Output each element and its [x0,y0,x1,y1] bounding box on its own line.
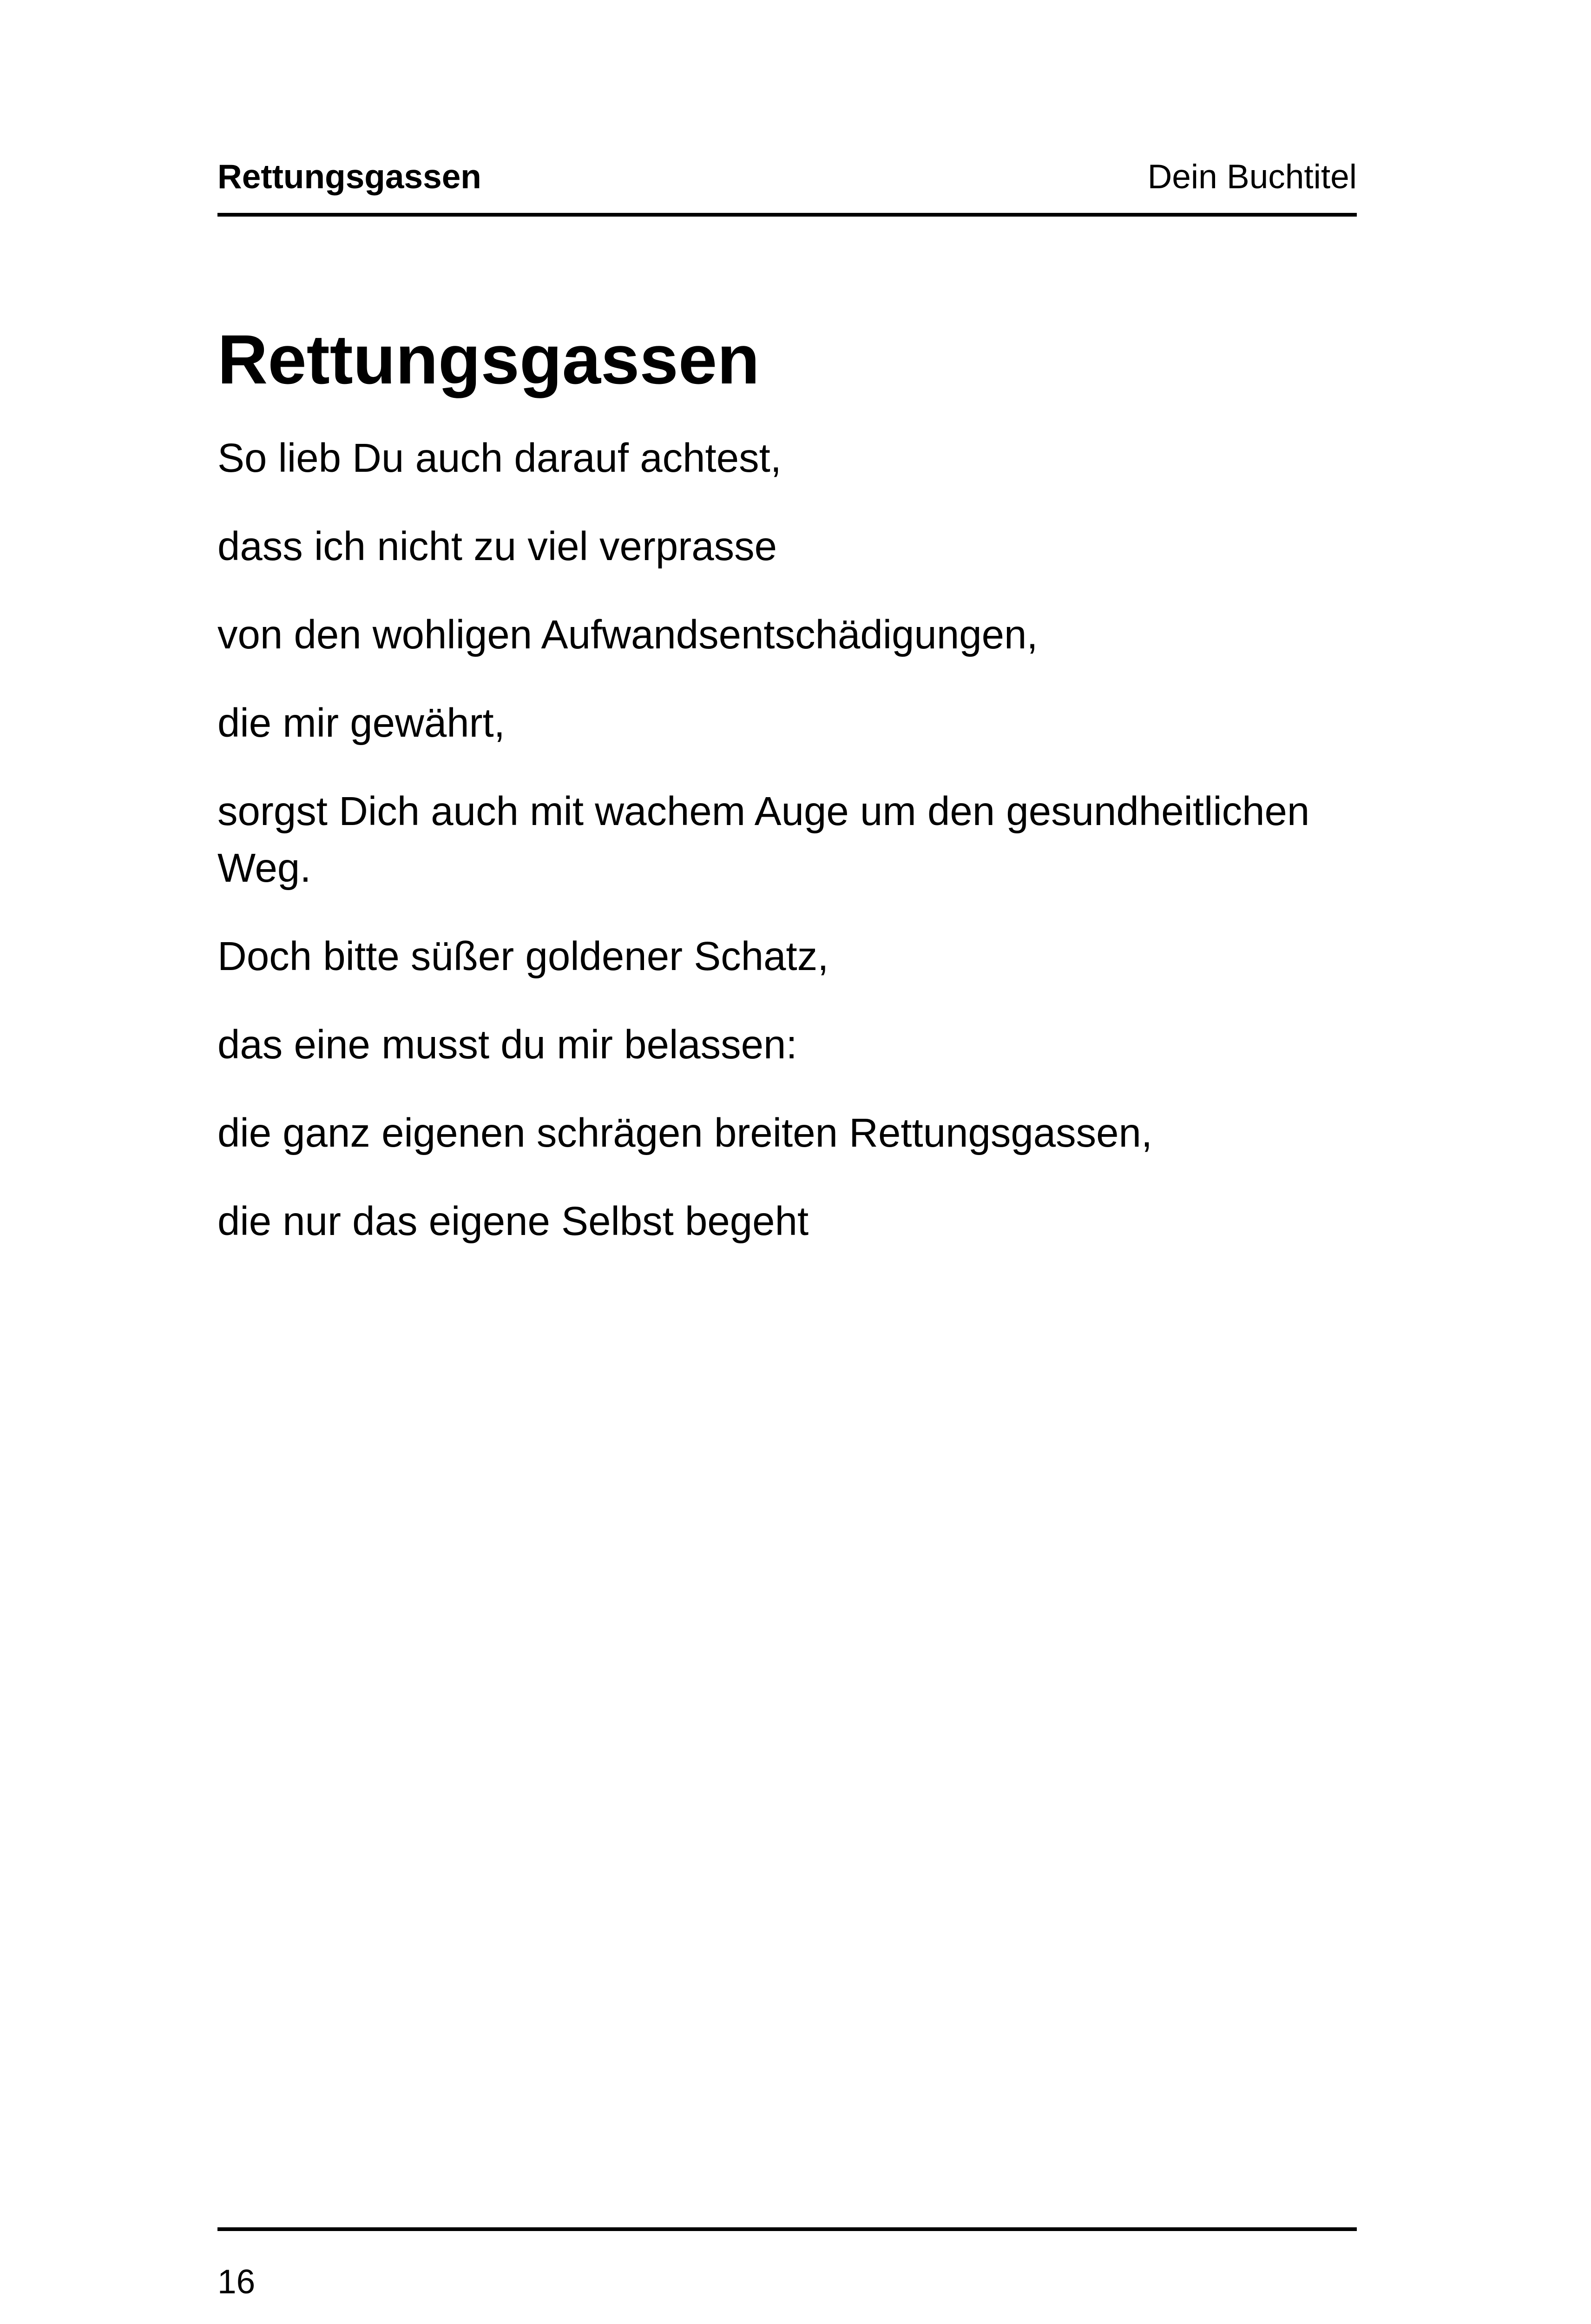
running-header-book-title: Dein Buchtitel [1147,158,1357,196]
poem-line: die mir gewährt, [217,700,505,746]
poem-line: von den wohligen Aufwandsentschädigungen, [217,612,1038,657]
poem-line: sorgst Dich auch mit wachem Auge um den gesundheitlichen Weg. [217,789,1310,891]
poem-line: die nur das eigene Selbst begeht [217,1199,809,1244]
header-divider [217,213,1357,217]
poem-line: Doch bitte süßer goldener Schatz, [217,934,829,979]
poem-line: die ganz eigenen schrägen breiten Rettungsgassen, [217,1110,1153,1155]
poem-line: das eine musst du mir belassen: [217,1022,797,1067]
page-number: 16 [217,2263,256,2301]
footer-divider [217,2227,1357,2231]
chapter-title: Rettungsgassen [217,320,760,398]
running-header [217,158,1357,196]
poem-body [217,430,1361,1281]
poem-line: dass ich nicht zu viel verprasse [217,524,777,569]
poem-line: So lieb Du auch darauf achtest, [217,436,782,481]
running-header-chapter: Rettungsgassen [217,158,481,196]
